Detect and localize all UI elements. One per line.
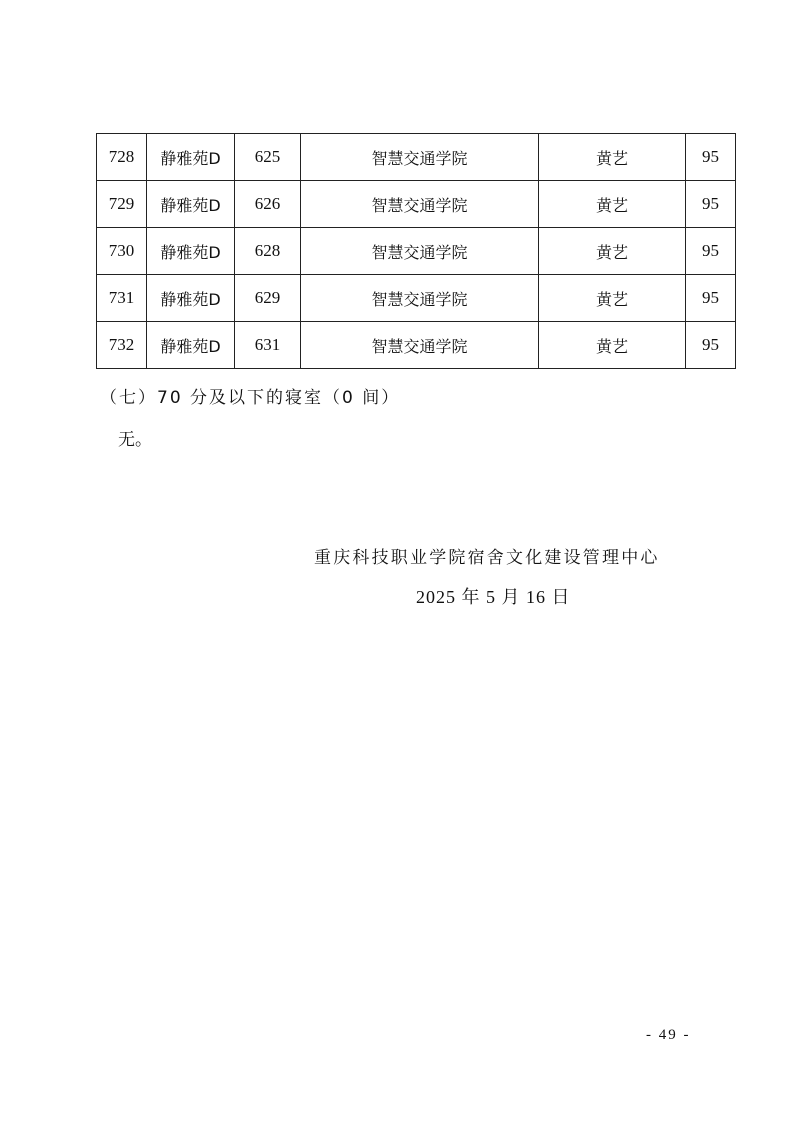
college-cell: 智慧交通学院 <box>301 181 539 228</box>
score-cell: 95 <box>686 181 736 228</box>
person-cell: 黄艺 <box>539 228 686 275</box>
row-number-cell: 732 <box>97 322 147 369</box>
page-number: - 49 - <box>646 1027 691 1043</box>
section-heading: （七）70 分及以下的寝室（0 间） <box>100 388 401 408</box>
issue-date: 2025 年 5 月 16 日 <box>416 587 571 607</box>
room-cell: 629 <box>235 275 301 322</box>
person-cell: 黄艺 <box>539 134 686 181</box>
score-cell: 95 <box>686 134 736 181</box>
building-cell: 静雅苑D <box>147 322 235 369</box>
row-number-cell: 728 <box>97 134 147 181</box>
score-cell: 95 <box>686 228 736 275</box>
score-cell: 95 <box>686 275 736 322</box>
score-cell: 95 <box>686 322 736 369</box>
room-cell: 628 <box>235 228 301 275</box>
row-number-cell: 731 <box>97 275 147 322</box>
row-number-cell: 729 <box>97 181 147 228</box>
room-cell: 625 <box>235 134 301 181</box>
college-cell: 智慧交通学院 <box>301 134 539 181</box>
building-cell: 静雅苑D <box>147 181 235 228</box>
dormitory-score-table <box>96 133 736 369</box>
table-row <box>97 181 736 228</box>
table-row <box>97 228 736 275</box>
building-cell: 静雅苑D <box>147 275 235 322</box>
table-row <box>97 322 736 369</box>
room-cell: 626 <box>235 181 301 228</box>
college-cell: 智慧交通学院 <box>301 275 539 322</box>
building-cell: 静雅苑D <box>147 134 235 181</box>
college-cell: 智慧交通学院 <box>301 228 539 275</box>
section-body-text: 无。 <box>118 430 152 450</box>
person-cell: 黄艺 <box>539 181 686 228</box>
room-cell: 631 <box>235 322 301 369</box>
person-cell: 黄艺 <box>539 322 686 369</box>
table-row <box>97 275 736 322</box>
college-cell: 智慧交通学院 <box>301 322 539 369</box>
person-cell: 黄艺 <box>539 275 686 322</box>
table-row <box>97 134 736 181</box>
building-cell: 静雅苑D <box>147 228 235 275</box>
issuing-organization: 重庆科技职业学院宿舍文化建设管理中心 <box>314 548 660 568</box>
row-number-cell: 730 <box>97 228 147 275</box>
